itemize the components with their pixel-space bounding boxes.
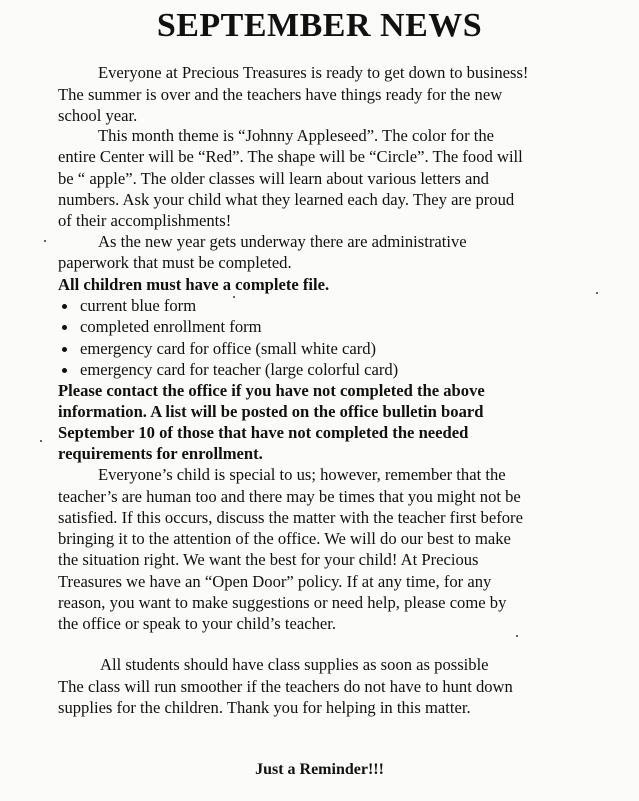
special-line-5: the situation right. We want the best for your child! At Precious (58, 550, 479, 569)
theme-line-1: This month theme is “Johnny Appleseed”. The color for the (98, 126, 495, 145)
theme-line-3: be “ apple”. The older classes will learn about various letters and (58, 169, 489, 188)
scan-speck (516, 635, 518, 637)
contact-line-4: requirements for enrollment. (58, 444, 263, 463)
special-line-1: Everyone’s child is special to us; however, remember that the (98, 465, 506, 484)
special-line-6: Treasures we have an “Open Door” policy. If at any time, for any (58, 572, 492, 591)
scan-speck (44, 240, 46, 242)
special-line-4: bringing it to the attention of the office. We will do our best to make (58, 529, 511, 548)
supplies-line-3: supplies for the children. Thank you for helping in this matter. (58, 698, 471, 717)
page-title: SEPTEMBER NEWS (156, 7, 483, 44)
bullet-icon (62, 347, 67, 352)
intro-line-2: The summer is over and the teachers have things ready for the new (58, 85, 503, 104)
special-line-8: the office or speak to your child’s teacher. (58, 614, 337, 633)
scan-speck (40, 440, 42, 442)
bullet-icon (62, 368, 67, 373)
intro-line-3: school year. (58, 106, 138, 125)
checklist-item: current blue form (80, 296, 197, 315)
contact-line-1: Please contact the office if you have not completed the above (58, 381, 485, 400)
footer-reminder: Just a Reminder!!! (255, 761, 384, 778)
checklist-item: emergency card for teacher (large colorful card) (80, 360, 399, 379)
checklist-item: emergency card for office (small white card) (80, 339, 377, 358)
contact-line-3: September 10 of those that have not completed the needed (58, 423, 469, 442)
intro-line-1: Everyone at Precious Treasures is ready to get down to business! (98, 63, 529, 82)
bullet-icon (62, 304, 67, 309)
bullet-icon (62, 325, 67, 330)
scan-speck (233, 296, 235, 298)
theme-line-4: numbers. Ask your child what they learned each day. They are proud (58, 190, 515, 209)
special-line-2: teacher’s are human too and there may be times that you might not be (58, 487, 521, 506)
special-line-7: reason, you want to make suggestions or need help, please come by (58, 593, 507, 612)
file-heading: All children must have a complete file. (58, 275, 330, 294)
supplies-line-1: All students should have class supplies as soon as possible (100, 655, 489, 674)
special-line-3: satisfied. If this occurs, discuss the matter with the teacher first before (58, 508, 523, 527)
supplies-line-2: The class will run smoother if the teachers do not have to hunt down (58, 677, 513, 696)
theme-line-2: entire Center will be “Red”. The shape will be “Circle”. The food will (58, 147, 523, 166)
checklist-item: completed enrollment form (80, 317, 262, 336)
admin-line-2: paperwork that must be completed. (58, 253, 292, 272)
contact-line-2: information. A list will be posted on the office bulletin board (58, 402, 484, 421)
admin-line-1: As the new year gets underway there are administrative (98, 232, 467, 251)
scan-speck (596, 292, 598, 294)
theme-line-5: of their accomplishments! (58, 211, 232, 230)
